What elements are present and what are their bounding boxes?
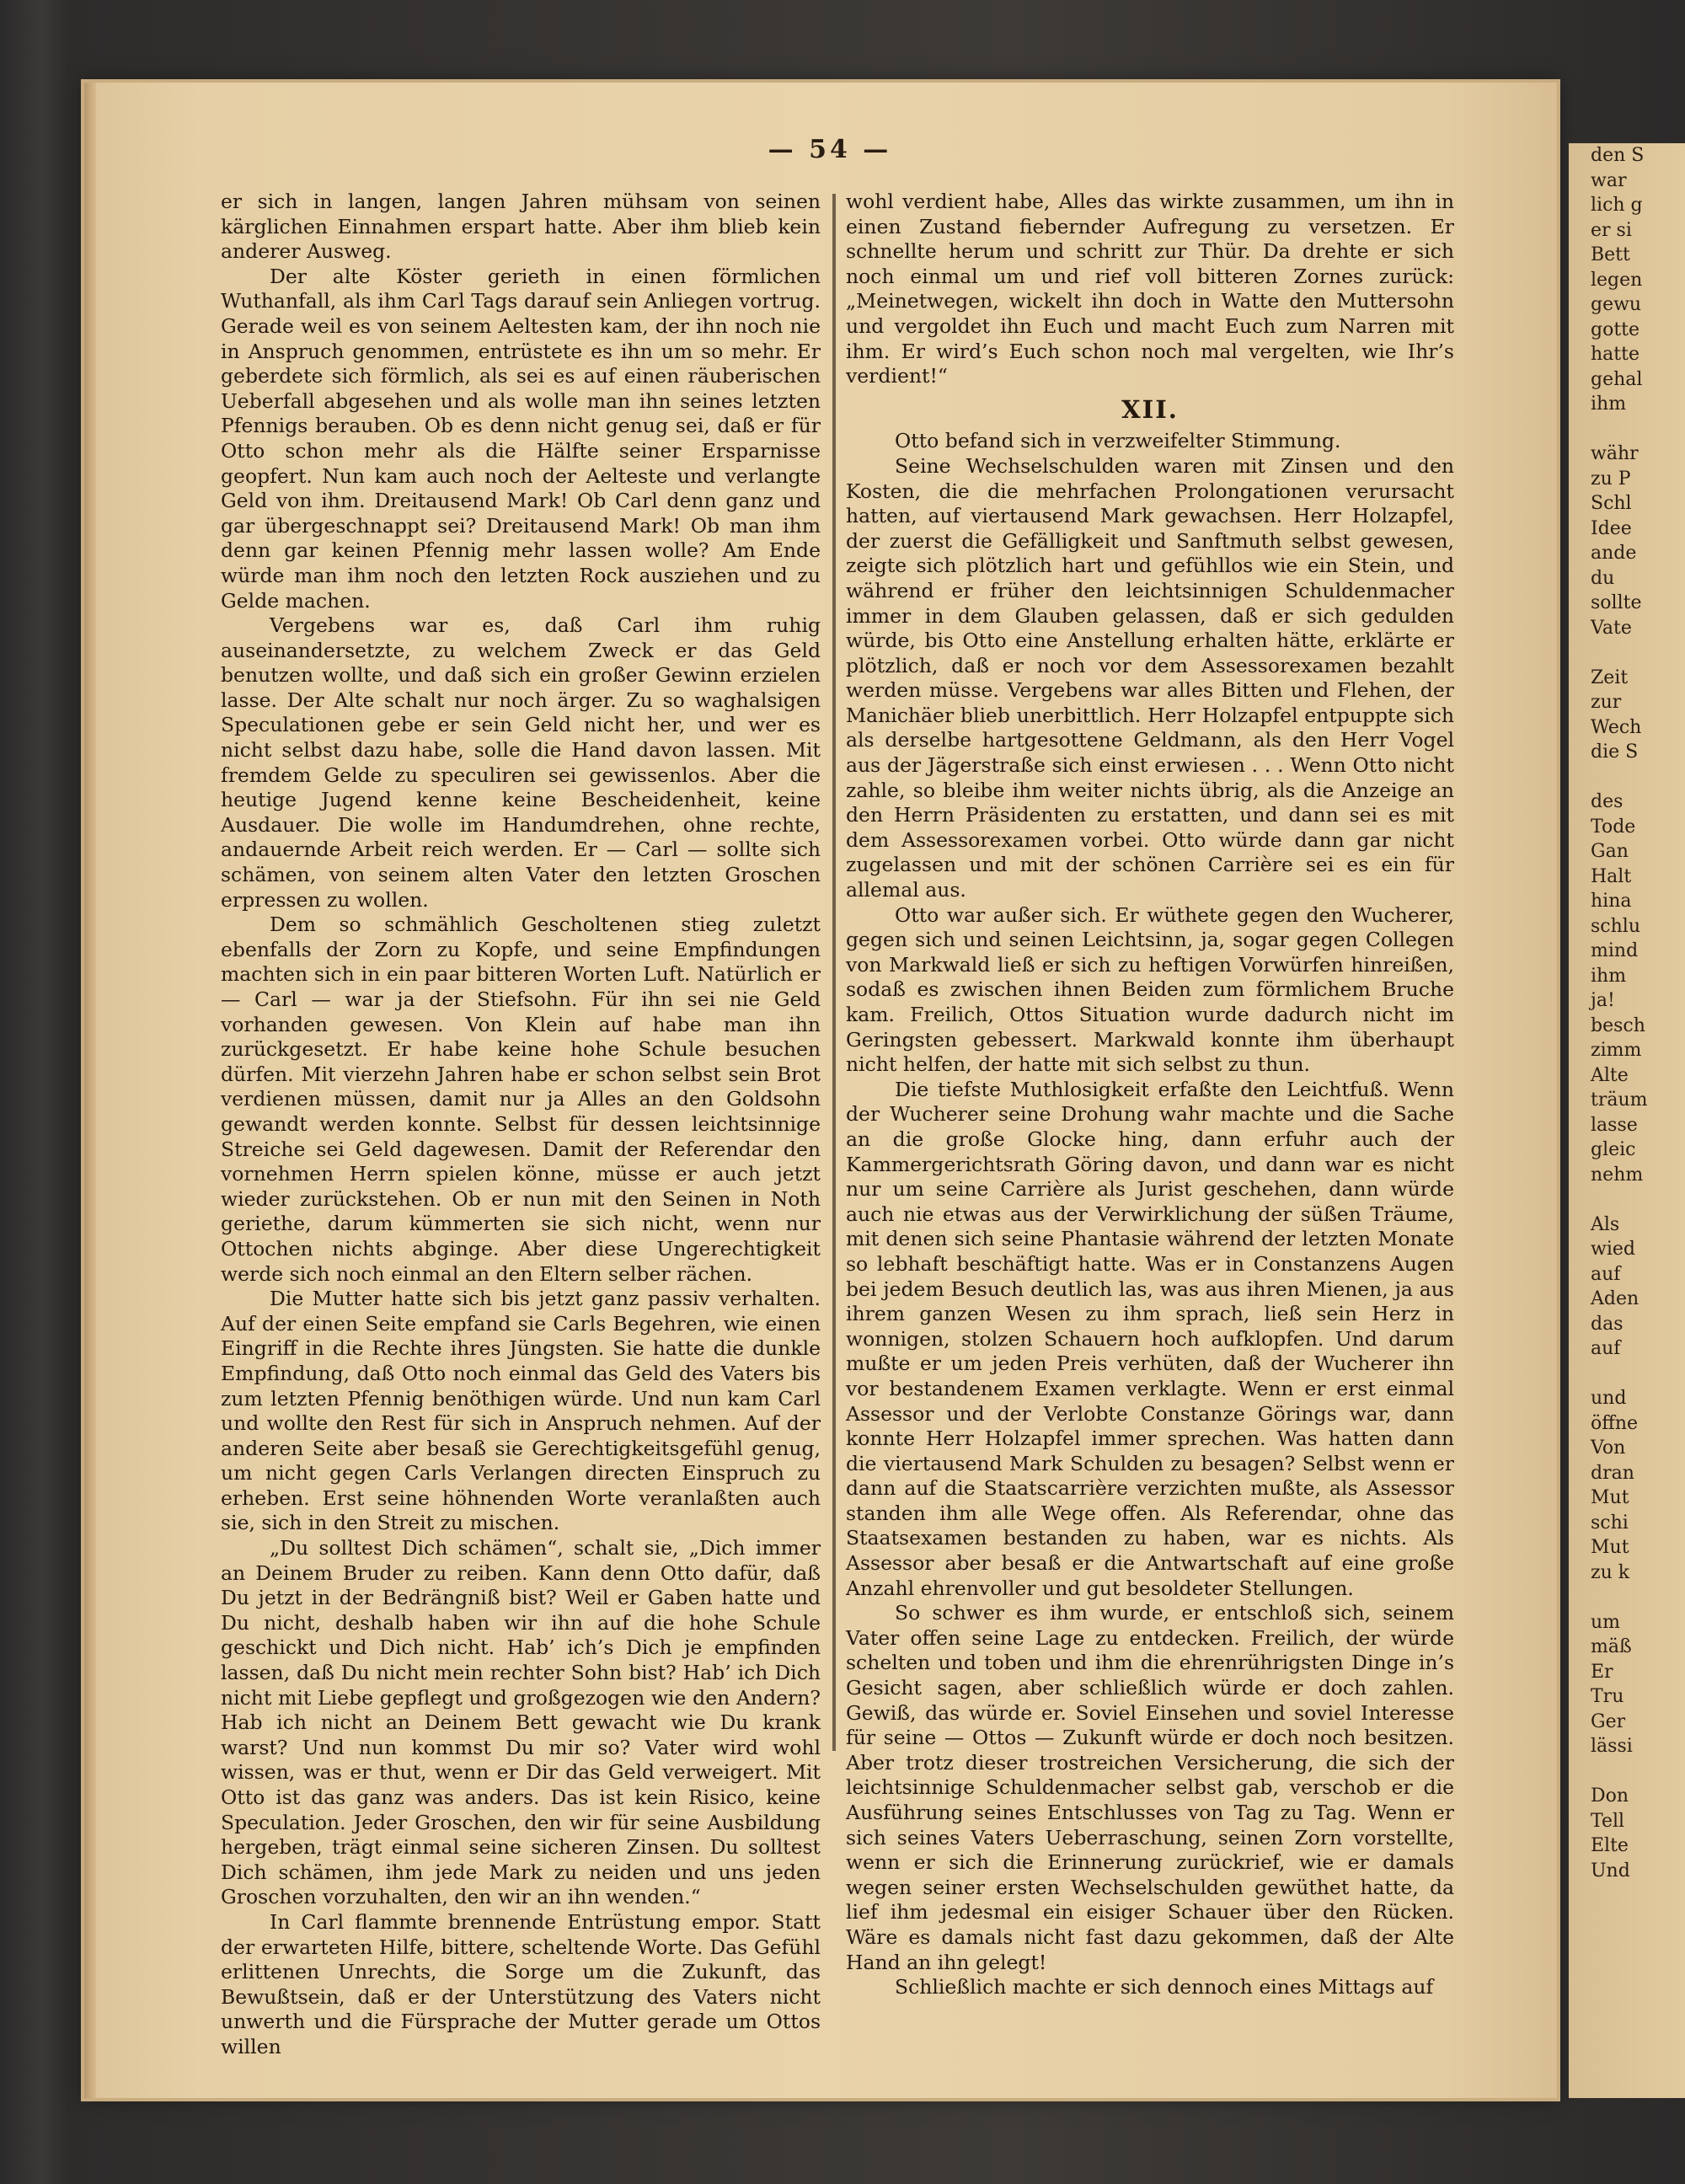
facing-page-line-fragment [1569,640,1685,666]
paragraph: Die tiefste Muthlosigkeit erfaßte den Leichtfuß. Wenn der Wucherer seine Drohung wahr machte und die Sache an die große Glocke hing, dann erfuhr auch der Kammergerichtsrath Göring davon, und dann war es nicht nur um seine Carrière als Jurist geschehen, dann würde auch nie etwas aus der Verwirklichung der süßen Träume, mit denen sich seine Phantasie während der letzten Monate so lebhaft beschäftigt hatte. Was er in Constanzens Augen bei jedem Besuch deutlich las, was aus ihren Mienen, ja aus ihrem ganzen Wesen zu ihm sprach, ließ sein Herz in wonnigen, stolzen Schauern hoch aufklopfen. Und darum mußte er um jeden Preis verhüten, daß der Wucherer ihn vor bestandenem Examen verklagte. Wenn er erst einmal Assessor und der Verlobte Constanze Görings war, dann konnte Herr Holzapfel immer sprechen. Was hatten dann die viertausend Mark Schulden zu besagen? Selbst wenn er dann auf die Staatscarrière verzichten mußte, als Assessor standen ihm alle Wege offen. Als Referendar, ohne das Staatsexamen bestanden zu haben, war es nichts. Als Assessor aber besaß er die Antwartschaft auf eine große Anzahl ehrenvoller und gut besoldeter Stellungen. [846,1077,1454,1600]
paragraph: Schließlich machte er sich dennoch eines Mittags auf [895,1975,1434,1999]
paragraph: Dem so schmählich Gescholtenen stieg zuletzt ebenfalls der Zorn zu Kopfe, und seine Empfindungen machten sich in ein paar bitteren Worten Luft. Natürlich er — Carl — war ja der Stiefsohn. Für ihn sei nie Geld vorhanden gewesen. Von Klein auf habe man ihn zurückgesetzt. Er habe keine hohe Schule besuchen dürfen. Mit vierzehn Jahren habe er schon selbst sein Brot verdienen müssen, damit nur ja Alles an den Goldsohn gewandt werden konnte. Selbst für dessen leichtsinnige Streiche sei Geld dagewesen. Damit der Referendar den vornehmen Herrn spielen könne, müsse er auch jetzt wieder zurückstehen. Ob er nun mit den Seinen in Noth geriethe, darum kümmerten sie sich nicht, wenn nur Ottochen nichts abginge. Aber diese Ungerechtigkeit werde sich noch einmal an den Eltern selber rächen. [221,913,821,1286]
facing-page-line-fragment: mäß [1591,1636,1632,1657]
page-edge [84,83,96,2098]
facing-page-line-fragment: ja! [1591,990,1615,1011]
right-column [846,190,1454,2000]
facing-page-line-fragment: zimm [1591,1040,1642,1061]
facing-page-line-fragment: Elte [1591,1835,1629,1856]
facing-page-line-fragment: Zeit [1591,666,1629,688]
facing-page-line-fragment: Ger [1591,1710,1626,1732]
facing-page-line-fragment: Er [1591,1661,1613,1683]
facing-page-line-fragment: Schl [1591,493,1632,514]
facing-page-line-fragment: das [1591,1313,1623,1335]
facing-page-line-fragment: träum [1591,1089,1648,1111]
facing-page-line-fragment: hina [1591,891,1632,912]
facing-page-line-fragment: sollte [1591,592,1642,613]
facing-page-line-fragment: lich g [1591,195,1643,216]
facing-page-line-fragment: Mut [1591,1487,1629,1508]
facing-page-line-fragment: Bett [1591,244,1630,265]
facing-page-line-fragment: Aden [1591,1288,1640,1309]
paragraph: So schwer es ihm wurde, er entschloß sich, seinem Vater offen seine Lage zu entdecken. Freilich, der würde schelten und toben und ihm die ehrenrührigsten Dinge in’s Gesicht sagen, aber schließlich würde er doch zahlen. Gewiß, das würde er. Soviel Einsehen und soviel Interesse für seine — Ottos — Zukunft würde er doch noch besitzen. Aber trotz dieser trostreichen Versicherung, die sich der leichtsinnige Schuldenmacher selbst gab, verschob er die Ausführung seines Entschlusses von Tag zu Tag. Wenn er sich seines Vaters Ueberraschung, seinen Zorn vorstellte, wenn er sich die Erinnerung zurückrief, wie er damals wegen seiner ersten Wechselschulden gewüthet hatte, da lief ihm jedesmal ein eisiger Schauer über den Rücken. Wäre es damals nicht fast dazu gekommen, daß der Alte Hand an ihn gelegt! [846,1601,1454,1974]
facing-page-line-fragment: den S [1591,145,1645,166]
facing-page-line-fragment: lasse [1591,1114,1638,1136]
facing-page-line-fragment: gleic [1591,1139,1636,1160]
facing-page-line-fragment: Von [1591,1437,1626,1459]
facing-page-line-fragment: gewu [1591,294,1642,315]
paragraph: er sich in langen, langen Jahren mühsam von seinen kärglichen Einnahmen erspart hatte. Aber ihm blieb kein anderer Ausweg. [221,190,821,264]
paragraph: Otto war außer sich. Er wüthete gegen den Wucherer, gegen sich und seinen Leichtsinn, ja, sogar gegen Collegen von Markwald ließ er sich zu heftigen Vorwürfen hinreißen, sodaß es zwischen ihnen Beiden zum förmlichem Bruche kam. Freilich, Ottos Situation wurde dadurch nicht im Geringsten gebessert. Markwald konnte ihm überhaupt nicht helfen, der hatte mit sich selbst zu thun. [846,902,1454,1077]
facing-page-line-fragment: er si [1591,219,1632,241]
paragraph: Seine Wechselschulden waren mit Zinsen und den Kosten, die die mehrfachen Prolongationen verursacht hatten, auf viertausend Mark gewachsen. Herr Holzapfel, der zuerst die Gefälligkeit und Sanftmuth selbst gewesen, zeigte sich plötzlich hart und gefühllos wie ein Stein, und während er früher den leichtsinnigen Schuldenmacher immer in dem Glauben gelassen, daß er sich gedulden würde, bis Otto eine Anstellung erhalten hätte, erklärte er plötzlich, daß er noch vor dem Assessorexamen bezahlt werden müsse. Vergebens war alles Bitten und Flehen, der Manichäer blieb unerbittlich. Herr Holzapfel entpuppte sich als derselbe hartgesottene Geldmann, als den Herr Vogel aus der Jägerstraße sich einst erwiesen . . . Wenn Otto nicht zahle, so bleibe ihm weiter nichts übrig, als die Anzeige an den Herrn Präsidenten zu erstatten, und dann sei es mit dem Assessorexamen vorbei. Otto würde dann gar nicht zugelassen und mit der schönen Carrière sei es ein für allemal aus. [846,453,1454,902]
facing-page-line-fragment: du [1591,567,1615,589]
facing-page-line-fragment: Halt [1591,865,1632,887]
facing-page-line-fragment: Tru [1591,1686,1624,1707]
facing-page-line-fragment: des [1591,791,1623,812]
facing-page-line-fragment: zu P [1591,468,1631,490]
facing-page-line-fragment: mind [1591,940,1639,961]
facing-page-line-fragment: zu k [1591,1561,1630,1583]
right-column-chapter-text [846,429,1454,1999]
page-number: — 54 — [768,135,892,164]
facing-page-line-fragment: gotte [1591,318,1640,340]
paragraph: In Carl flammte brennende Entrüstung empor. Statt der erwarteten Hilfe, bittere, scheltende Worte. Das Gefühl erlittenen Unrechts, die Sorge um die Zukunft, das Bewußtsein, daß er der Unterstützung des Vaters nicht unwerth und die Fürsprache der Mutter gerade um Ottos willen [221,1909,821,2058]
facing-page-line-fragment: ande [1591,543,1637,564]
facing-page-line-fragment: Tell [1591,1810,1625,1832]
chapter-heading: XII. [1121,394,1179,424]
facing-page-line-fragment: und [1591,1388,1627,1409]
facing-page-line-fragment: zur [1591,692,1622,713]
facing-page-line-fragment [1569,417,1685,442]
facing-page-line-fragment: Als [1591,1213,1620,1235]
facing-page-line-fragment: Alte [1591,1064,1629,1086]
facing-page-line-fragment: Gan [1591,841,1629,862]
facing-page-line-fragment: öffne [1591,1412,1639,1434]
facing-page-line-fragment: ihm [1591,393,1627,415]
facing-page-line-fragment: Tode [1591,816,1636,838]
facing-page-fragment [1569,143,1685,2098]
facing-page-line-fragment: auf [1591,1263,1621,1285]
facing-page-line-fragment [1569,1585,1685,1610]
column-divider [832,194,836,1751]
paragraph: Vergebens war es, daß Carl ihm ruhig auseinandersetzte, zu welchem Zweck er das Geld benutzen wollte, und daß sich ein großer Gewinn erzielen lasse. Der Alte schalt nur noch ärger. Zu so waghalsigen Speculationen gebe er sein Geld nicht her, und wer es nicht selbst dazu habe, solle die Hand davon lassen. Mit fremdem Gelde zu speculiren sei gewissenlos. Aber die heutige Jugend kenne keine Bescheidenheit, keine Ausdauer. Die wolle im Handumdrehen, ohne rechte, andauernde Arbeit reich werden. Er — Carl — sollte sich schämen, von seinem alten Vater den letzten Groschen erpressen zu wollen. [221,613,821,912]
paragraph: „Du solltest Dich schämen“, schalt sie, „Dich immer an Deinem Bruder zu reiben. Kann denn Otto dafür, daß Du jetzt in der Bedrängniß bist? Weil er Gaben hatte und Du nicht, deshalb haben wir ihn auf die hohe Schule geschickt und Dich nicht. Hab’ ich’s Dich je empfinden lassen, daß Du nicht mein rechter Sohn bist? Hab’ ich Dich nicht mit Liebe gepflegt und großgezogen wie den Andern? Hab ich nicht an Deinem Bett gewacht wie Du krank warst? Und nun kommst Du mir so? Vater wird wohl wissen, was er thut, wenn er Dir das Geld verweigert. Mit Otto ist das ganz was anders. Das ist kein Risico, keine Speculation. Jeder Groschen, den wir für seine Ausbildung hergeben, trägt einmal seine sicheren Zinsen. Du solltest Dich schämen, ihm jede Mark zu neiden und uns jeden Groschen vorzuhalten, den wir an ihn wenden.“ [221,1536,821,1909]
facing-page-line-fragment: Wech [1591,716,1642,738]
paragraph: wohl verdient habe, Alles das wirkte zusammen, um ihn in einen Zustand fiebernder Aufregung zu versetzen. Er schnellte herum und schritt zur Thür. Da drehte er sich noch einmal um und rief voll bitteren Zornes zurück: „Meinetwegen, wickelt ihn doch in Watte den Muttersohn und vergoldet ihn Euch und macht Euch zum Narren mit ihm. Er wird’s Euch schon noch mal vergelten, wie Ihr’s verdient!“ [846,190,1454,388]
facing-page-line-fragment: die S [1591,741,1639,763]
facing-page-line-fragment: um [1591,1611,1621,1633]
facing-page-line-fragment: wied [1591,1239,1635,1260]
facing-page-line-fragment: Und [1591,1860,1630,1882]
facing-page-line-fragment: Don [1591,1785,1629,1807]
facing-page-line-fragment: dran [1591,1462,1634,1484]
paragraph: Die Mutter hatte sich bis jetzt ganz passiv verhalten. Auf der einen Seite empfand sie Carls Begehren, wie einen Eingriff in die Rechte ihres Jüngsten. Sie hatte die dunkle Empfindung, daß Otto noch einmal das Geld des Vaters bis zum letzten Pfennig benöthigen würde. Und nun kam Carl und wollte den Rest für sich in Anspruch nehmen. Auf der anderen Seite aber besaß sie Gerechtigkeitsgefühl genug, um nicht gegen Carls Verlangen directen Einspruch zu erheben. Erst seine höhnenden Worte veranlaßten auch sie, sich in den Streit zu mischen. [221,1287,821,1535]
right-column-continuation [846,190,1454,389]
facing-page-line-fragment: lässi [1591,1736,1633,1757]
facing-page-line-fragment: Mut [1591,1537,1629,1558]
facing-page-line-fragment [1569,765,1685,790]
facing-page-line-fragment: war [1591,169,1627,191]
facing-page-line-fragment: Idee [1591,517,1632,539]
facing-page-line-fragment: legen [1591,269,1643,291]
facing-page-line-fragment [1569,1759,1685,1785]
facing-page-line-fragment: schi [1591,1512,1629,1534]
facing-page-line-fragment: ihm [1591,965,1627,987]
facing-page-line-fragment: schlu [1591,915,1640,937]
facing-page-line-fragment [1569,1187,1685,1212]
facing-page-line-fragment: nehm [1591,1164,1644,1186]
facing-page-line-fragment: hatte [1591,344,1640,365]
paragraph: Der alte Köster gerieth in einen förmlichen Wuthanfall, als ihm Carl Tags darauf sein Anliegen vortrug. Gerade weil es von seinem Aeltesten kam, der ihn noch nie in Anspruch genommen, entrüstete es ihn um so mehr. Er geberdete sich förmlich, als sei es auf einen räuberischen Ueberfall abgesehen und als wolle man ihn seines letzten Pfennigs berauben. Ob es denn nicht genug sei, daß er für Otto schon mehr als die Hälfte seiner Ersparnisse geopfert. Nun kam auch noch der Aelteste und verlangte Geld von ihm. Dreitausend Mark! Ob Carl denn ganz und gar übergeschnappt sei? Dreitausend Mark! Ob man ihm denn gar keinen Pfennig mehr lassen wolle? Am Ende würde man ihm noch den letzten Rock ausziehen und zu Gelde machen. [221,264,821,613]
facing-page-line-fragment: Vate [1591,617,1632,639]
paragraph: Otto befand sich in verzweifelter Stimmung. [895,429,1341,453]
facing-page-line-fragment: besch [1591,1014,1645,1036]
left-column [221,190,821,2060]
facing-page-line-fragment [1569,1362,1685,1387]
facing-page-line-fragment: währ [1591,443,1639,464]
facing-page-line-fragment: auf [1591,1338,1621,1359]
facing-page-line-fragment: gehal [1591,368,1643,390]
